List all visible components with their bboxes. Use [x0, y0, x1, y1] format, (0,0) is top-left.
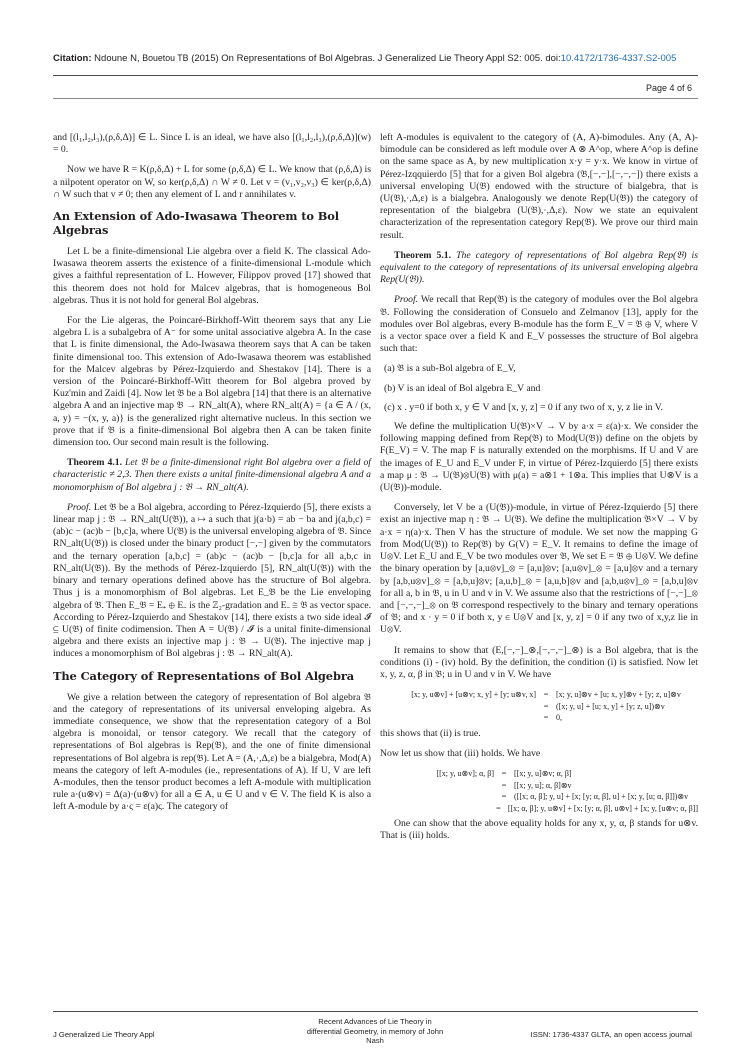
equation-lhs: [[x; y, u⊗v]; α, β] — [436, 769, 494, 779]
equation-lhs — [406, 803, 489, 815]
equation-block-2 — [406, 768, 698, 814]
equation-sign: = — [501, 780, 507, 790]
proof-label: Proof. — [67, 501, 92, 513]
equation-row — [406, 712, 698, 724]
proof-paragraph — [53, 502, 371, 661]
equation-sign: = — [543, 713, 549, 723]
equation-lhs — [406, 780, 494, 792]
paragraph: this shows that (ii) is true. — [380, 727, 481, 739]
header-rule — [53, 75, 698, 76]
paragraph: We give a relation between the category of representation of Bol algebra 𝔅 and the category of representations of its universal enveloping algebra. As immediate consequence, we show that the representation category of a Bol algebra is monoidal, or tensor category. We recall that the category of representations of Bol algebras is Rep(𝔅), and the one of finite dimensional representations of Bol algebra is rep(𝔅). Let A = (A,·,Δ,ε) be a bialgebra, Mod(A) means the category of left A-modules (ie., representations of A). If U, V are left A-modules, then the tensor product becomes a left A-module with multiplication rule a·(u⊗v) = Δ(a)·(u⊗v) for all a ∈ A, u ∈ U and v ∈ V. The field K is also a left A-module by a·ς = ε(a)ς. The category of — [53, 691, 371, 813]
paragraph: and [(l₁,l₂,l₃),(ρ,δ,Δ)] ∈ L. Since L is an ideal, we have also [(l₁,l₂,l₃),(ρ,δ,Δ)](w) = 0. — [53, 132, 371, 156]
paragraph: Conversely, let V be a (U(𝔅))-module, in virtue of Pérez-Izquierdo [5] there exist an injective map η : 𝔅 → U(𝔅). We define the multiplication 𝔅×V → V by a·x = η(a)·x. Then V has the structure of module. We set now the mapping G from Mod(U(𝔅)) to Rep(𝔅) by G(V) = E_V. It remains to define the image of U⊗V. Let E_U and E_V be two modules over 𝔅, We set E = 𝔅 ⊕ U⊗V. We define the binary operation by [a,u⊗v]_⊗ = [a,u]⊗v; [a,u⊗v]_⊗ = [a,u]⊗v and a ternary by [a,b,u⊗v]_⊗ = [a,b,u]⊗v; [a,u,b]_⊗ = [a,u,b]⊗v and [a,b,u⊗v]_⊗ = [a,b,u]⊗v for all a, b in 𝔅, u in U and v in V. We assume also that the restrictions of [−,−]_⊗ and [−,−,−]_⊗ on 𝔅 correspond respectively to the binary and ternary operations of 𝔅; and x · y = 0 if both x, y ∈ U⊗V and [x, y, z] = 0 if any two of x,y,z lie in U⊗V. — [380, 502, 698, 636]
equation-sign: = — [543, 690, 549, 700]
paragraph: It remains to show that (E,[−,−]_⊗,[−,−,−]_⊗) is a Bol algebra, that is the conditions (i) - (iv) hold. By the definition, the condition (i) is satisfied. Now let x, y, z, α, β in 𝔅; u in U and v in V. We have — [380, 644, 698, 680]
proof-text: We recall that Rep(𝔅) is the category of modules over the Bol algebra 𝔅. Following the consideration of Consuelo and Zelmanov [13], apply for the modules over Bol algebras, every B-module has the form E_V = 𝔅 ⊕ V, where V is a vector space over a field K and E_V possesses the structure of Bol algebra such that: — [380, 294, 698, 355]
paragraph: One can show that the above equality holds for any x, y, α, β stands for u⊗v. That is (iii) holds. — [380, 818, 698, 842]
equation-row — [406, 803, 698, 815]
header-rule-secondary — [53, 98, 698, 99]
footer-special-issue: Recent Advances of Lie Theory in differential Geometry, in memory of John Nash — [306, 1017, 444, 1045]
citation-authors: Ndoune N, — [94, 53, 140, 64]
equation-row — [406, 689, 698, 701]
list-item-a: (a) 𝔅 is a sub-Bol algebra of E_V, — [384, 363, 516, 375]
footer-issn: ISSN: 1736-4337 GLTA, an open access journal — [530, 1030, 692, 1039]
equation-sign: = — [496, 803, 501, 813]
theorem-label: Theorem 4.1. — [67, 457, 123, 469]
proof-paragraph — [380, 294, 698, 355]
section-heading-ado-iwasawa: An Extension of Ado-Iwasawa Theorem to Bol Algebras — [53, 209, 340, 238]
equation-lhs — [406, 791, 494, 803]
theorem-label: Theorem 5.1. — [394, 249, 452, 261]
paragraph: Now we have R = K(ρ,δ,Δ) + L for some (ρ,δ,Δ) ∈ L. We know that (ρ,δ,Δ) is a nilpotent operator on W, so ker(ρ,δ,Δ) ∩ W ≠ 0. Let v = (v₁,v₂,v₃) ∈ ker(ρ,δ,Δ) ∩ W such that v ≠ 0; then any element of L and r annihilates v. — [53, 164, 371, 200]
proof-text: Let 𝔅 be a Bol algebra, according to Pérez-Izquierdo [5], there exists a linear map j : 𝔅 → RN_alt(U(𝔅)), a ↦ a such that j(a·b) = ab − ba and j(a,b,c) = (ab)c − (ac)b − [b,c]a, where U(𝔅) is the universal enveloping algebra of 𝔅. Since RN_alt(U(𝔅)) is closed under the binary product [−,−] given by the commutators and the ternary operation [a,b,c] = (ab)c − (ac)b − [b,c]a for all a,b,c in RN_alt(U(𝔅)). By the methods of Pérez-Izquierdo [5], RN_alt(U(𝔅)) with the binary and ternary operations defined above has the structure of Bol algebra. Thus j is a monomorphism of Bol algebras. Let E_𝔅 be the Lie enveloping algebra of 𝔅. Then E_𝔅 = E₊ ⊕ E₋ is the ℤ₂-gradation and E₋ ≅ 𝔅 as vector space. According to Pérez-Izquierdo and Shestakov [14], there exists a two side ideal 𝓘 ⊆ U(𝔅) of finite codimension. Then A = U(𝔅) / 𝓘 is a unital finite-dimensional algebra and there exists an injective map j : 𝔅 → U(𝔅). The injective map j induces a monomorphism of Bol algebras j : 𝔅 → RN_alt(A). — [53, 501, 372, 660]
equation-rhs: [x; y, u]⊗v + [u; x, y]⊗v + [y; z, u]⊗v — [556, 690, 681, 700]
doi-link[interactable]: 10.4172/1736-4337.S2-005 — [560, 53, 677, 64]
equation-row — [406, 701, 698, 713]
equation-rhs: [[x; α, β]; y, u⊗v] + [x; [y; α, β], u⊗v] + [x; y, [u⊗v; α, β]] — [507, 803, 698, 813]
equation-sign: = — [501, 769, 507, 779]
citation-reference: (2015) On Representations of Bol Algebras. J Generalized Lie Theory Appl S2: 005. doi: — [191, 53, 561, 64]
proof-label: Proof. — [394, 294, 419, 306]
theorem-5-1 — [380, 250, 698, 287]
section-heading-category: The Category of Representations of Bol Algebra — [53, 668, 354, 683]
citation-author-2: Bouetou TB — [142, 53, 189, 63]
equation-rhs: ([x; y, u] + [u; x, y] + [y; z, u])⊗v — [556, 701, 665, 711]
equation-row — [406, 768, 698, 780]
list-item-c: (c) x . y=0 if both x, y ∈ V and [x, y, z] = 0 if any two of x, y, z lie in V. — [384, 401, 663, 413]
citation-label: Citation: — [53, 53, 92, 64]
page-number: Page 4 of 6 — [645, 83, 692, 93]
paragraph: left A-modules is equivalent to the category of (A, A)-bimodules. Any (A, A)-bimodule can be considered as left module over A ⊗ A^op, where A^op is define on the same space as A, by new multiplication x·y = y·x. We know in virtue of Pérez-Izqquierdo [5] that for a given Bol algebra (𝔅,[−,−],[−,−,−]) there exists a universal enveloping U(𝔅) endowed with the structure of bialgebra, that is (U(𝔅),·,Δ,ε) is a bialgebra. Analogously we denote Rep(U(𝔅)) the category of representation of the bialgebra (U(𝔅),·,Δ,ε). Now we state an equivalent characterization of the representation category Rep(𝔅). We prove our third main result. — [380, 132, 698, 241]
equation-lhs — [406, 701, 536, 713]
left-column — [53, 132, 371, 822]
paragraph: Now let us show that (iii) holds. We have — [380, 747, 541, 759]
paragraph: For the Lie algeras, the Poincaré-Birkhoff-Witt theorem says that any Lie algebra L is a subalgebra of A⁻ for some unital associative algebra A. In the case that L is finite dimensional, the Ado-Iwasawa theorem says that A can be taken finite dimensional too. This extension of Ado-Iwasawa theorem was established for the Malcev algebras by Pérez-Izquierdo and Shestakov [14]. There is a version of the Poincaré-Birkhoff-Witt theorem for Bol algebra proved by Kuz'min and Zaidi [4]. Now let 𝔅 be a Bol algebra [14] that there is an alternative algebra A and an injective map 𝔅 → RN_alt(A), where RN_alt(A) = {a ∈ A / (x, a, y) = −(x, y, a)} is the generalized right alternative nucleus. In this section we prove that if 𝔅 is a finite-dimensional Bol algebra then A can be taken finite dimension too. Our second main result is the following. — [53, 315, 371, 449]
equation-row — [406, 791, 698, 803]
equation-block-1 — [406, 689, 698, 724]
equation-lhs: [x; y, u⊗v] + [u⊗v; x, y] + [y; u⊗v, x] — [411, 690, 536, 700]
theorem-4-1 — [53, 457, 371, 494]
equation-rhs: [[x; y, u]⊗v; α, β] — [514, 769, 572, 779]
equation-rhs: [[x; y, u]; α, β]⊗v — [514, 780, 572, 790]
footer-rule — [53, 1011, 698, 1012]
theorem-statement: Let 𝔅 be a finite-dimensional right Bol algebra over a field of characteristic ≠ 2,3. Then there exists a unital finite-dimensional algebra A and a monomorphism of Bol algebra j : 𝔅 → RN_alt(A). — [53, 457, 371, 493]
right-column — [380, 132, 698, 850]
equation-rhs: 0, — [556, 713, 562, 723]
theorem-statement: The category of representations of Bol algebra Rep(𝔅) is equivalent to the category of representations of its universal enveloping algebra Rep(U(𝔅)). — [380, 249, 699, 286]
equation-sign: = — [543, 701, 549, 711]
footer-journal: J Generalized Lie Theory Appl — [53, 1030, 155, 1039]
equation-sign: = — [501, 792, 507, 802]
paragraph: Let L be a finite-dimensional Lie algebra over a field K. The classical Ado-Iwasawa theorem asserts the existence of a finite-dimensional L-module which gives a faithful representation of L. However, Filippov proved [17] showed that this theorem does not hold for Malcev algebras, that is homogeneous Bol algebras. Thus it is not hold for general Bol algebras. — [53, 246, 371, 306]
equation-rhs: ([[x; α, β]; y, u] + [x; [y; α, β], u] + [x; y, [u; α, β]])⊗v — [514, 792, 689, 802]
equation-lhs — [406, 712, 536, 724]
citation-line — [53, 52, 698, 65]
list-item-b: (b) V is an ideal of Bol algebra E_V and — [384, 382, 541, 394]
paragraph: We define the multiplication U(𝔅)×V → V by a·x = ε(a)·x. We consider the following mapping defined from Rep(𝔅) to Mod(U(𝔅)) define on the objets by F(E_V) = V. The map F is naturally extended on the morphisms. If U and V are the images of E_U and E_V under F, in virtue of Pérez-Izquierdo [5] there exists a map μ : 𝔅 → U(𝔅)⊗U(𝔅) with μ(a) = a⊗1 + 1⊗a. This implies that U⊗V is a (U(𝔅))-module. — [380, 421, 698, 494]
equation-row — [406, 780, 698, 792]
